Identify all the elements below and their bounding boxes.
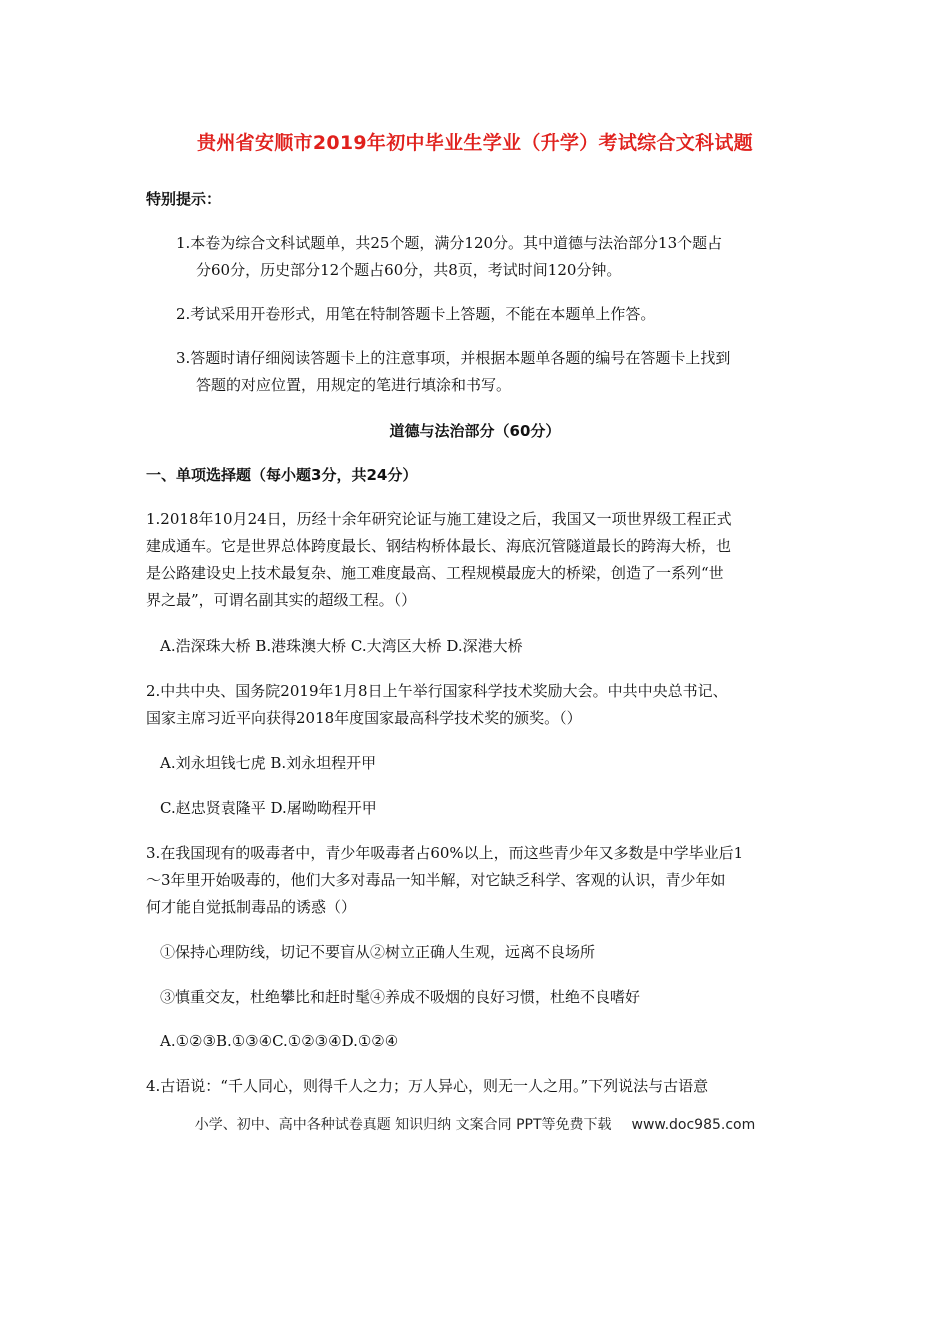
q3-line-2: ～3年里开始吸毒的，他们大多对毒品一知半解，对它缺乏科学、客观的认识，青少年如 [146,871,726,889]
q4-line-1: 4.古语说：“千人同心，则得千人之力；万人异心，则无一人之用。”下列说法与古语意 [146,1077,709,1095]
part-heading: 一、单项选择题（每小题3分，共24分） [146,466,418,484]
q1-line-3: 是公路建设史上技术最复杂、施工难度最高、工程规模最庞大的桥梁，创造了一系列“世 [146,564,724,582]
q1-options: A.浩深珠大桥 B.港珠澳大桥 C.大湾区大桥 D.深港大桥 [160,637,523,655]
q2-line-1: 2.中共中央、国务院2019年1月8日上午举行国家科学技术奖励大会。中共中央总书记、 [146,682,728,700]
section-title: 道德与法治部分（60分） [389,422,561,440]
q1-line-1: 1.2018年10月24日，历经十余年研究论证与施工建设之后，我国又一项世界级工程正式 [146,510,732,528]
q3-items-1: ①保持心理防线，切记不要盲从②树立正确人生观，远离不良场所 [160,943,596,961]
note-1-line-2: 分60分，历史部分12个题占60分，共8页，考试时间120分钟。 [196,261,622,279]
note-3-line-1: 3.答题时请仔细阅读答题卡上的注意事项，并根据本题单各题的编号在答题卡上找到 [176,349,731,367]
q2-line-2: 国家主席习近平向获得2018年度国家最高科学技术奖的颁奖。（） [146,709,582,727]
q3-line-1: 3.在我国现有的吸毒者中，青少年吸毒者占60%以上，而这些青少年又多数是中学毕业后1 [146,844,744,862]
note-1-line-1: 1.本卷为综合文科试题单，共25个题，满分120分。其中道德与法治部分13个题占 [176,234,723,252]
note-3-line-2: 答题的对应位置，用规定的笔进行填涂和书写。 [196,376,512,394]
notice-heading: 特别提示： [146,190,222,208]
footer-text: 小学、初中、高中各种试卷真题 知识归纳 文案合同 PPT等免费下载 [194,1117,612,1133]
page-footer [0,1114,950,1134]
q2-options-2: C.赵忠贤袁隆平 D.屠呦呦程开甲 [160,799,377,817]
q3-options: A.①②③B.①③④C.①②③④D.①②④ [160,1032,399,1050]
q1-line-2: 建成通车。它是世界总体跨度最长、钢结构桥体最长、海底沉管隧道最长的跨海大桥，也 [146,537,732,555]
footer-url[interactable]: www.doc985.com [631,1117,756,1133]
note-2: 2.考试采用开卷形式，用笔在特制答题卡上答题，不能在本题单上作答。 [176,305,656,323]
q3-line-3: 何才能自觉抵制毒品的诱惑（） [146,898,357,916]
q2-options-1: A.刘永坦钱七虎 B.刘永坦程开甲 [160,754,377,772]
q1-line-4: 界之最”，可谓名副其实的超级工程。（） [146,591,417,609]
q3-items-2: ③慎重交友，杜绝攀比和赶时髦④养成不吸烟的良好习惯，杜绝不良嗜好 [160,988,641,1006]
document-title: 贵州省安顺市2019年初中毕业生学业（升学）考试综合文科试题 [197,132,753,154]
